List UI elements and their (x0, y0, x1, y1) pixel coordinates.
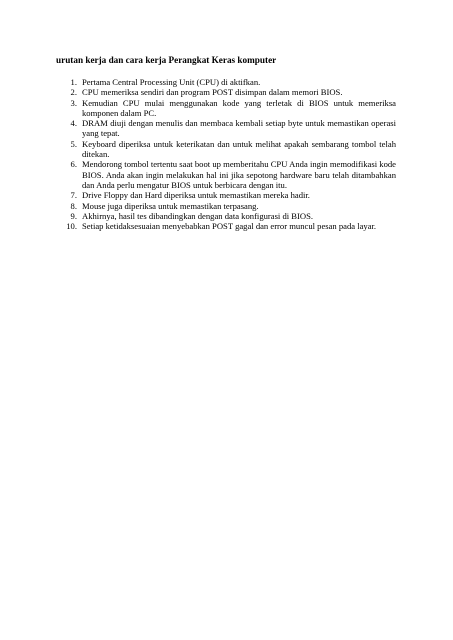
list-item-text: Mendorong tombol tertentu saat boot up memberitahu CPU Anda ingin memodifikasi kode BIOS. Anda akan ingin melakukan hal ini jika sepotong hardware baru telah ditambahkan dan Anda perlu mengatur BIOS untuk berbicara dengan itu. (82, 159, 396, 190)
list-item-text: Drive Floppy dan Hard diperiksa untuk memastikan mereka hadir. (82, 190, 310, 201)
list-item-number: 2. (70, 87, 77, 98)
list-item (56, 118, 396, 139)
list-item-number: 3. (70, 97, 77, 108)
list-item (56, 201, 396, 211)
list-item (56, 139, 396, 160)
list-item-number: 9. (70, 210, 77, 221)
list-item (56, 98, 396, 119)
list-item-text: Mouse juga diperiksa untuk memastikan terpasang. (82, 200, 259, 211)
list-item-number: 7. (70, 190, 77, 201)
list-item (56, 87, 396, 97)
list-item-number: 5. (70, 138, 77, 149)
list-item-text: CPU memeriksa sendiri dan program POST disimpan dalam memori BIOS. (82, 87, 343, 98)
document-heading: urutan kerja dan cara kerja Perangkat Keras komputer (56, 55, 277, 65)
list-item (56, 190, 396, 200)
list-item (56, 211, 396, 221)
steps-list (56, 77, 396, 231)
list-item-text: Keyboard diperiksa untuk keterikatan dan untuk melihat apakah sembarang tombol telah ditekan. (82, 138, 396, 160)
list-item (56, 77, 396, 87)
list-item-number: 8. (70, 200, 77, 211)
list-item-text: Akhirnya, hasil tes dibandingkan dengan data konfigurasi di BIOS. (82, 210, 314, 221)
list-item-number: 4. (70, 118, 77, 129)
list-item-text: DRAM diuji dengan menulis dan membaca kembali setiap byte untuk memastikan operasi yang tepat. (82, 118, 396, 139)
list-item-text: Pertama Central Processing Unit (CPU) di aktifkan. (82, 77, 261, 87)
list-item-number: 1. (70, 77, 77, 87)
list-item-text: Setiap ketidaksesuaian menyebabkan POST gagal dan error muncul pesan pada layar. (82, 221, 377, 232)
list-item (56, 221, 396, 231)
list-item-text: Kemudian CPU mulai menggunakan kode yang terletak di BIOS untuk memeriksa komponen dalam PC. (82, 97, 396, 118)
list-item-number: 10. (66, 221, 77, 232)
list-item-number: 6. (70, 159, 77, 170)
list-item (56, 159, 396, 190)
